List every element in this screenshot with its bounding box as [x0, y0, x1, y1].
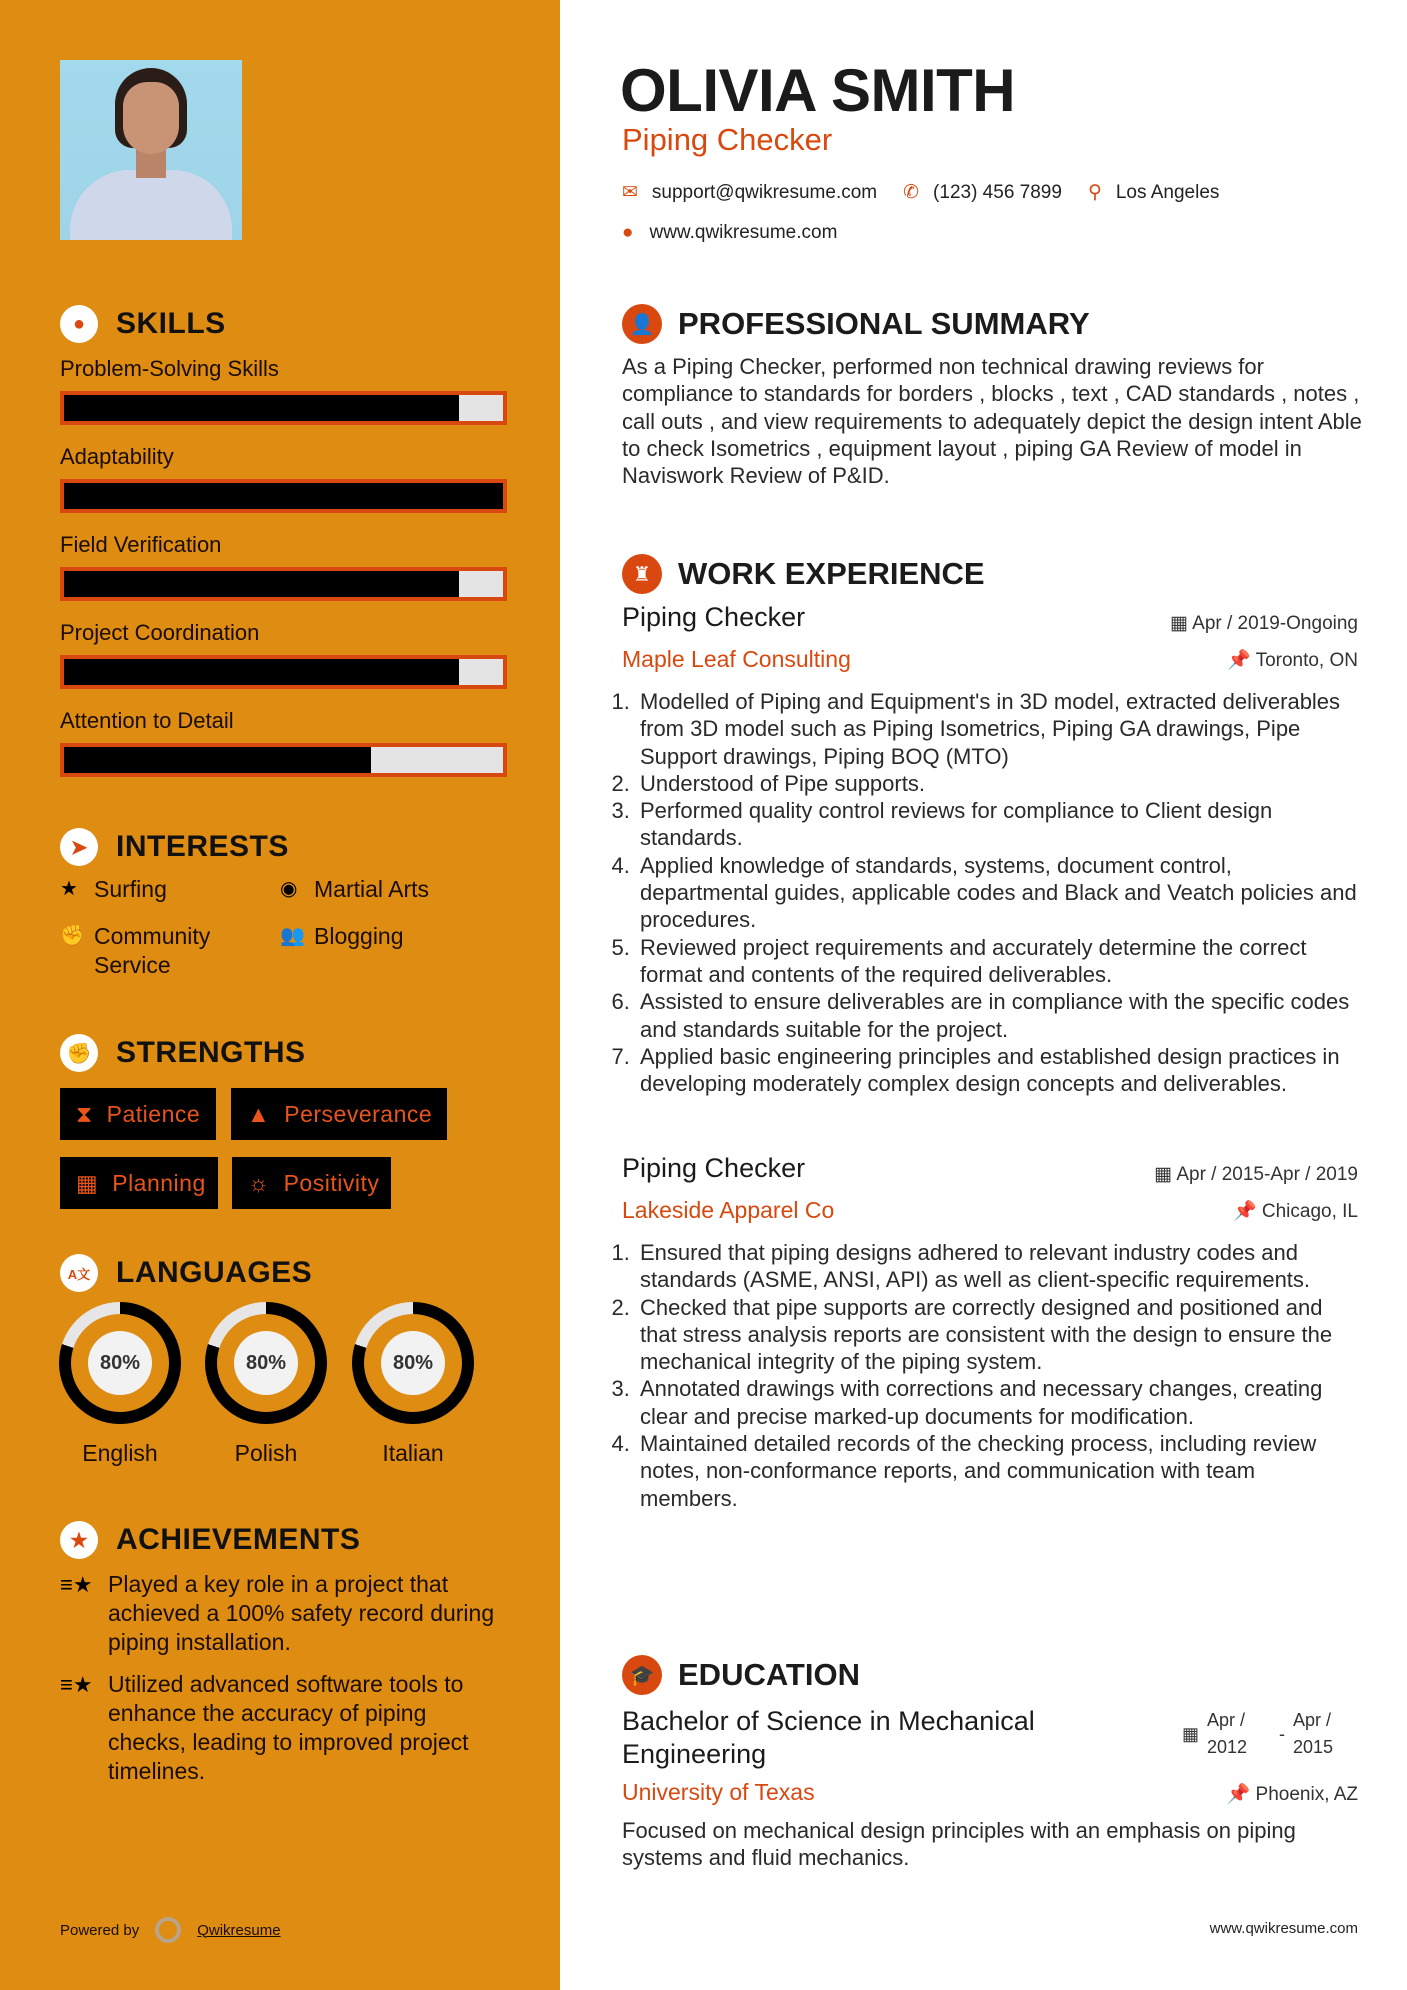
skill-item	[60, 706, 507, 777]
paper-plane-icon: ➤	[60, 828, 98, 866]
skill-bar-fill	[64, 747, 371, 773]
qwikresume-link[interactable]: Qwikresume	[197, 1921, 281, 1939]
globe-icon: ●	[622, 222, 634, 243]
job-dates: ▦ Apr / 2015-Apr / 2019	[1154, 1164, 1358, 1185]
language-percent: 80%	[381, 1331, 445, 1395]
fist-icon: ✊	[60, 925, 85, 947]
skill-item	[60, 442, 507, 513]
skill-bar-fill	[64, 483, 503, 509]
pin-icon: 📌	[1226, 1784, 1256, 1805]
job-bullet: 2. Checked that pipe supports are correctly designed and positioned and that stress analysis reports are consistent with the design to ensure the mechanical integrity of the piping system.	[636, 1294, 1358, 1376]
interest-item: ◉ Martial Arts	[280, 876, 430, 902]
language-icon: A文	[60, 1254, 98, 1292]
website-link[interactable]: www.qwikresume.com	[649, 222, 838, 243]
skill-label: Project Coordination	[60, 620, 260, 645]
skill-item	[60, 530, 507, 601]
lightbulb-icon: ●	[60, 305, 98, 343]
job-bullet: 7. Applied basic engineering principles and established design practices in developing moderately complex design concepts and deliverables.	[636, 1043, 1358, 1098]
job-bullet: 3. Performed quality control reviews for compliance to Client design standards.	[636, 797, 1358, 852]
job-bullet: 5. Reviewed project requirements and accurately determine the correct format and contents of the required deliverables.	[636, 934, 1358, 989]
interest-item: ★ Surfing	[60, 876, 167, 902]
globe-icon: ◉	[280, 878, 298, 900]
skill-bar	[60, 391, 507, 425]
achievement-item: ≡★ Utilized advanced software tools to enhance the accuracy of piping checks, leading to improved project timelines.	[60, 1671, 469, 1784]
language-name: Polish	[234, 1440, 298, 1466]
sun-icon: ☼	[248, 1169, 270, 1196]
degree: Bachelor of Science in Mechanical Engineering	[622, 1706, 1035, 1769]
qwikresume-logo-icon	[155, 1917, 181, 1943]
pin-icon: 📌	[1232, 1201, 1262, 1222]
graduate-icon: 🎓	[622, 1655, 662, 1695]
job-title: Piping Checker	[622, 122, 833, 157]
job-bullet: 3. Annotated drawings with corrections and necessary changes, creating clear and precise marked-up documents for modification.	[636, 1375, 1358, 1430]
job-bullets	[618, 1239, 1358, 1512]
school: University of Texas	[622, 1779, 815, 1805]
job-dates: ▦ Apr / 2019-Ongoing	[1169, 613, 1358, 634]
skill-label: Field Verification	[60, 532, 222, 557]
skill-bar	[60, 567, 507, 601]
job-title: Piping Checker	[622, 1153, 806, 1183]
candidate-name: OLIVIA SMITH	[620, 57, 1016, 124]
calendar-icon: ▦	[1169, 613, 1193, 634]
education-dates: ▦ Apr / 2012 - Apr / 2015	[1182, 1710, 1334, 1757]
chair-icon: ♜	[622, 554, 662, 594]
map-marker-icon: ⚲	[1087, 182, 1102, 203]
skill-item	[60, 354, 507, 425]
contact-row	[622, 181, 1219, 204]
job-bullet: 6. Assisted to ensure deliverables are in compliance with the specific codes and standards suitable for the project.	[636, 988, 1358, 1043]
achievements-heading: ★ ACHIEVEMENTS	[60, 1520, 360, 1560]
email[interactable]: support@qwikresume.com	[651, 181, 878, 203]
star-icon: ★	[60, 1521, 98, 1559]
road-icon: ▲	[247, 1100, 271, 1127]
strength-chip: ☼ Positivity	[232, 1157, 391, 1209]
calendar-icon: ▦	[1154, 1164, 1177, 1185]
calendar-icon: ▦	[1182, 1723, 1200, 1744]
skill-bar	[60, 743, 507, 777]
envelope-icon: ✉	[622, 182, 638, 203]
skill-item	[60, 618, 507, 689]
shooting-star-icon: ≡★	[60, 1572, 93, 1597]
users-icon: 👥	[280, 925, 305, 947]
job-bullets	[618, 688, 1358, 1097]
pin-icon: 📌	[1226, 650, 1256, 671]
summary-text: As a Piping Checker, performed non technical drawing reviews for compliance to standards for borders , blocks , text , CAD standards , notes , call outs , and view requirements to adequately depict the design intent Able to check Isometrics , equipment layout , piping GA Review of model in Naviswork Review of P&ID.	[622, 354, 1362, 489]
job-bullet: 2. Understood of Pipe supports.	[636, 770, 1358, 797]
skill-bar	[60, 479, 507, 513]
skill-label: Attention to Detail	[60, 708, 234, 733]
footer-website[interactable]: www.qwikresume.com	[1209, 1920, 1358, 1937]
language-ring	[205, 1302, 327, 1424]
skill-bar	[60, 655, 507, 689]
languages-heading: A文 LANGUAGES	[60, 1253, 312, 1293]
language-name: English	[82, 1440, 158, 1466]
interests-heading: ➤ INTERESTS	[60, 827, 289, 867]
job-title: Piping Checker	[622, 602, 806, 632]
strength-chip: ▲ Perseverance	[231, 1088, 447, 1140]
experience-heading: ♜ WORK EXPERIENCE	[622, 554, 985, 594]
skill-bar-fill	[64, 571, 459, 597]
hourglass-icon: ⧗	[76, 1100, 93, 1127]
language-ring	[352, 1302, 474, 1424]
language-name: Italian	[382, 1440, 444, 1466]
star-icon: ★	[60, 878, 78, 900]
interest-item: ✊ Community Service	[60, 923, 211, 978]
calendar-icon: ▦	[76, 1169, 99, 1196]
job-location: 📌 Chicago, IL	[1232, 1201, 1358, 1222]
language-percent: 80%	[234, 1331, 298, 1395]
phone-icon: ✆	[903, 182, 920, 203]
user-icon: 👤	[622, 304, 662, 344]
job-location: 📌 Toronto, ON	[1226, 650, 1358, 671]
education-location: 📌 Phoenix, AZ	[1226, 1784, 1358, 1805]
education-heading: 🎓 EDUCATION	[622, 1655, 860, 1695]
skill-label: Problem-Solving Skills	[60, 356, 279, 381]
strength-chip: ▦ Planning	[60, 1157, 218, 1209]
job-bullet: 1. Modelled of Piping and Equipment's in 3D model, extracted deliverables from 3D model such as Piping Isometrics, Piping GA drawings, Pipe Support drawings, Piping BOQ (MTO)	[636, 688, 1358, 770]
job-bullet: 4. Applied knowledge of standards, systems, document control, departmental guides, applicable codes and Black and Veatch policies and procedures.	[636, 852, 1358, 934]
skill-bar-fill	[64, 659, 459, 685]
job-bullet: 1. Ensured that piping designs adhered to relevant industry codes and standards (ASME, ANSI, API) as well as client-specific requirements.	[636, 1239, 1358, 1294]
powered-by: Powered by Qwikresume	[60, 1917, 281, 1943]
interest-item: 👥 Blogging	[280, 923, 404, 949]
company: Maple Leaf Consulting	[622, 646, 851, 672]
achievement-item: ≡★ Played a key role in a project that achieved a 100% safety record during piping installation.	[60, 1571, 495, 1655]
language-ring	[59, 1302, 181, 1424]
profile-photo	[60, 60, 242, 240]
fist-icon: ✊	[60, 1034, 98, 1072]
job-bullet: 4. Maintained detailed records of the checking process, including review notes, non-conformance reports, and communication with team members.	[636, 1430, 1358, 1512]
skill-bar-fill	[64, 395, 459, 421]
website-row	[622, 222, 837, 244]
summary-heading: 👤 PROFESSIONAL SUMMARY	[622, 304, 1090, 344]
location: Los Angeles	[1115, 181, 1220, 203]
phone[interactable]: (123) 456 7899	[933, 181, 1062, 203]
strength-chip: ⧗ Patience	[60, 1088, 216, 1140]
shooting-star-icon: ≡★	[60, 1672, 93, 1697]
language-percent: 80%	[88, 1331, 152, 1395]
skill-label: Adaptability	[60, 444, 174, 469]
skills-heading: ● SKILLS	[60, 304, 226, 344]
strengths-heading: ✊ STRENGTHS	[60, 1033, 306, 1073]
company: Lakeside Apparel Co	[622, 1197, 835, 1223]
education-description: Focused on mechanical design principles with an emphasis on piping systems and fluid mechanics.	[622, 1818, 1296, 1871]
